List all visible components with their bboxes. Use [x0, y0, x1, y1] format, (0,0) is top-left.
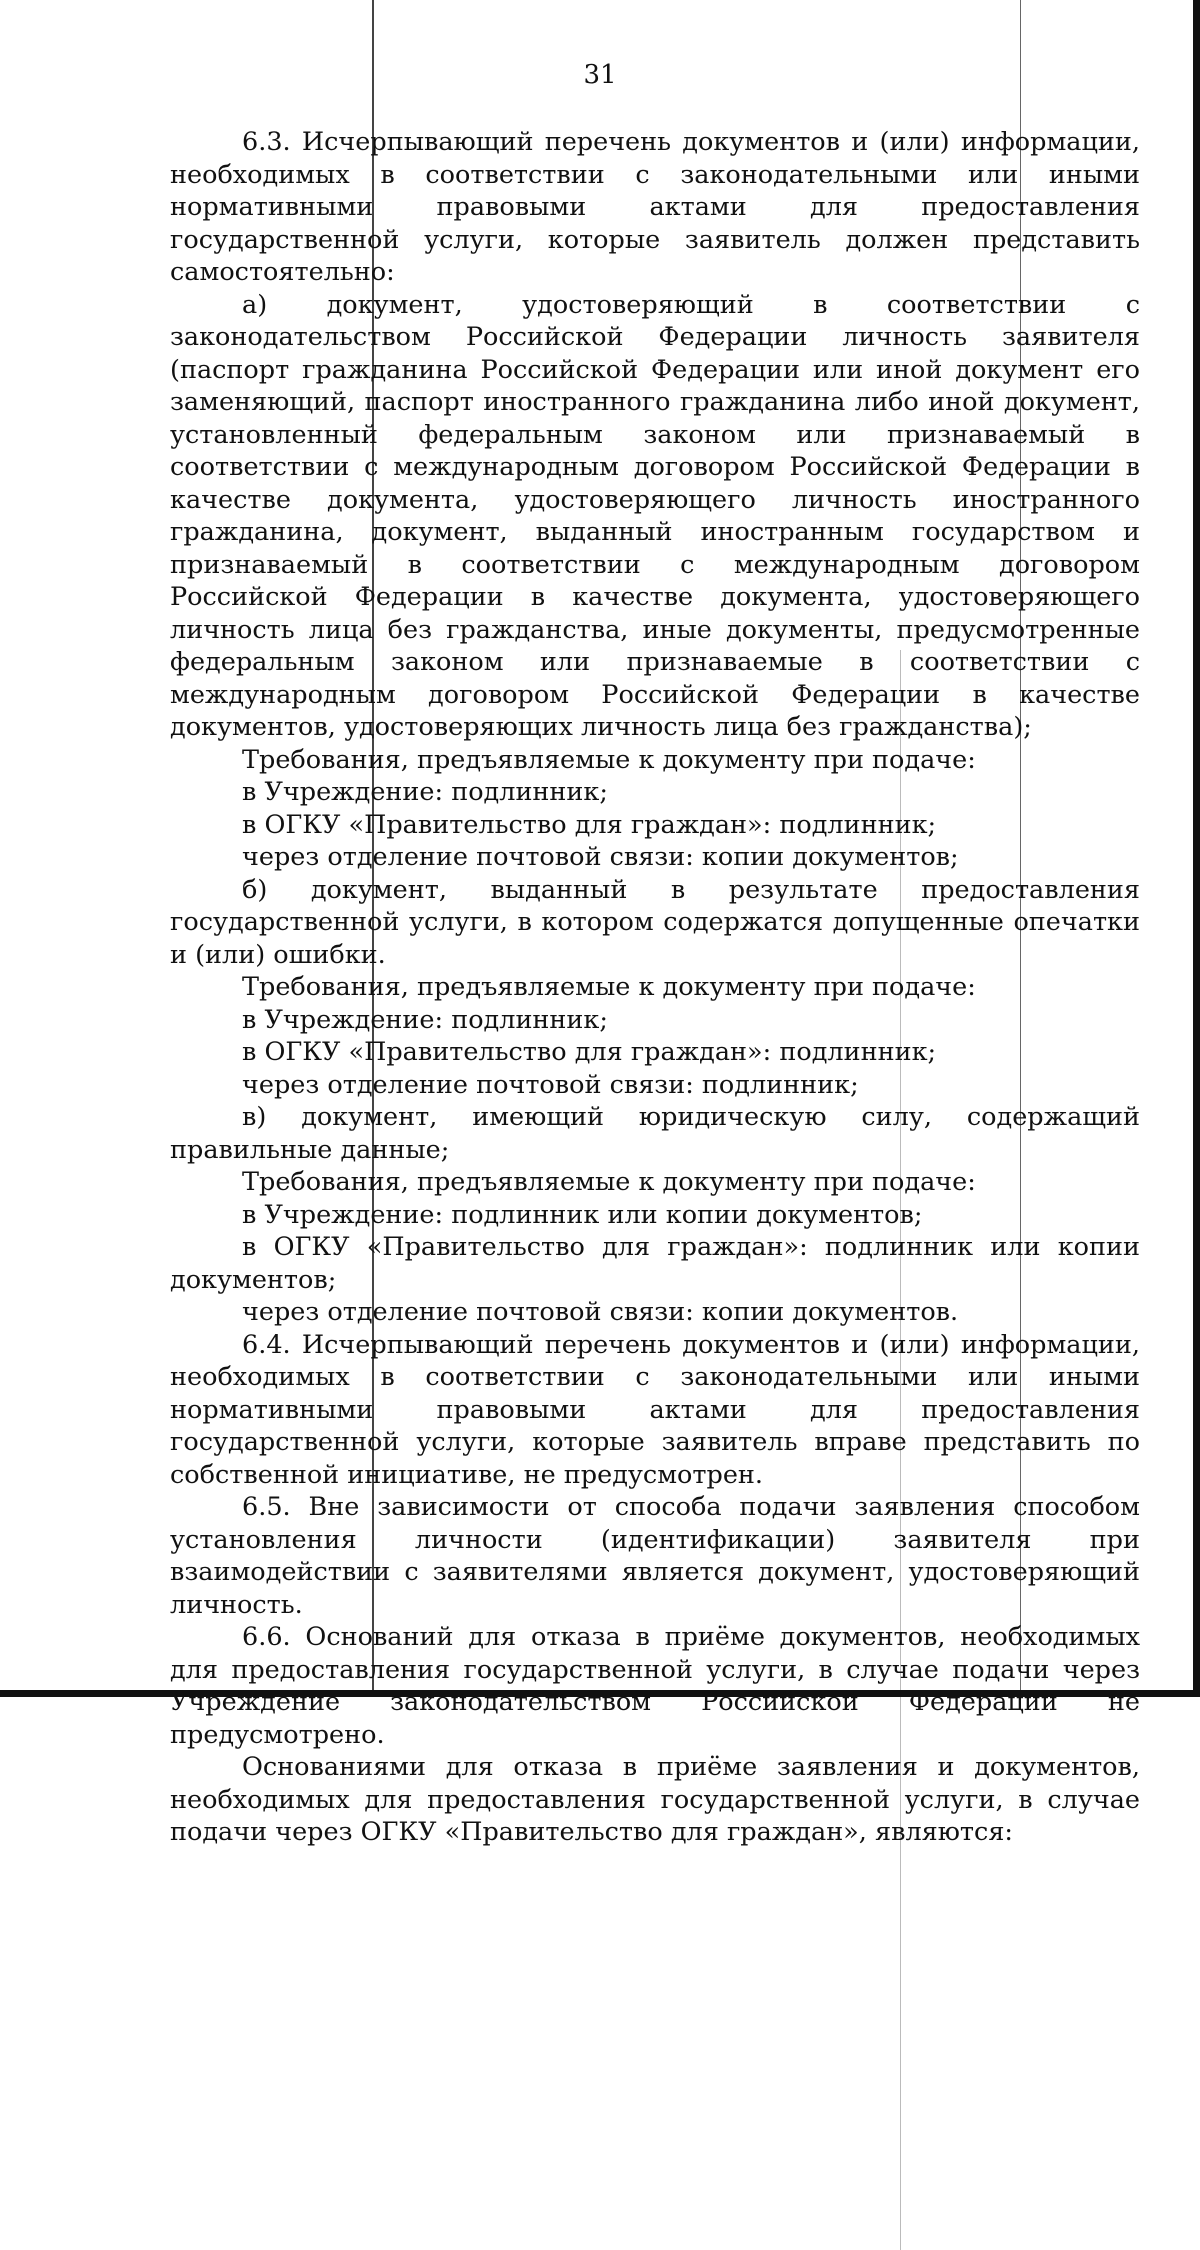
requirement-line: в Учреждение: подлинник; [242, 1004, 608, 1035]
paragraph-6-5: 6.5. Вне зависимости от способа подачи заявления способом установления личности (идентификации) заявителя при взаимодействии с заявителями является документ, удостоверяющий личность. [170, 1492, 1140, 1620]
paragraph-6-6: 6.6. Оснований для отказа в приёме документов, необходимых для предоставления государственной услуги, в случае подачи через Учреждение законодательством Российской Федерации не предусмотрено. [170, 1622, 1140, 1750]
requirements-heading: Требования, предъявляемые к документу при подаче: [242, 972, 976, 1002]
requirement-line: через отделение почтовой связи: копии документов; [242, 842, 959, 872]
requirement-line: в ОГКУ «Правительство для граждан»: подлинник; [242, 1037, 937, 1067]
paragraph-6-4: 6.4. Исчерпывающий перечень документов и (или) информации, необходимых в соответствии с законодательными или иными нормативными правовыми актами для предоставления государственной услуги, которые заявитель вправе представить по собственной инициативе, не предусмотрен. [170, 1329, 1140, 1490]
document-body [170, 126, 1140, 1849]
requirement-line: в ОГКУ «Правительство для граждан»: подлинник или копии документов; [170, 1232, 1140, 1295]
requirement-line: через отделение почтовой связи: копии документов. [242, 1297, 959, 1327]
requirements-heading: Требования, предъявляемые к документу при подаче: [242, 1167, 976, 1197]
scan-edge-right [1193, 0, 1200, 1697]
requirement-line: в ОГКУ «Правительство для граждан»: подлинник; [242, 809, 937, 840]
paragraph-grounds: Основаниями для отказа в приёме заявления и документов, необходимых для предоставления государственной услуги, в случае подачи через ОГКУ «Правительство для граждан», являются: [170, 1752, 1140, 1847]
paragraph-item-b: б) документ, выданный в результате предоставления государственной услуги, в котором содержатся допущенные опечатки и (или) ошибки. [170, 874, 1140, 970]
paragraph-6-3: 6.3. Исчерпывающий перечень документов и (или) информации, необходимых в соответствии с законодательными или иными нормативными правовыми актами для предоставления государственной услуги, которые заявитель должен представить самостоятельно: [170, 127, 1140, 287]
requirements-heading: Требования, предъявляемые к документу при подаче: [242, 744, 976, 775]
requirement-line: в Учреждение: подлинник; [242, 777, 608, 807]
requirement-line: через отделение почтовой связи: подлинник; [242, 1069, 859, 1100]
paragraph-item-v: в) документ, имеющий юридическую силу, содержащий правильные данные; [170, 1102, 1140, 1165]
page-number: 31 [583, 60, 617, 90]
paragraph-item-a: а) документ, удостоверяющий в соответствии с законодательством Российской Федерации личность заявителя (паспорт гражданина Российской Федерации или иной документ его заменяющий, паспорт иностранного гражданина либо иной документ, установленный федеральным законом или признаваемый в соответствии с международным договором Российской Федерации в качестве документа, удостоверяющего личность иностранного гражданина, документ, выданный иностранным государством и признаваемый в соответствии с международным договором Российской Федерации в качестве документа, удостоверяющего личность лица без гражданства, иные документы, предусмотренные федеральным законом или признаваемые в соответствии с международным договором Российской Федерации в качестве документов, удостоверяющих личность лица без гражданства); [170, 289, 1140, 742]
requirement-line: в Учреждение: подлинник или копии документов; [242, 1199, 923, 1230]
